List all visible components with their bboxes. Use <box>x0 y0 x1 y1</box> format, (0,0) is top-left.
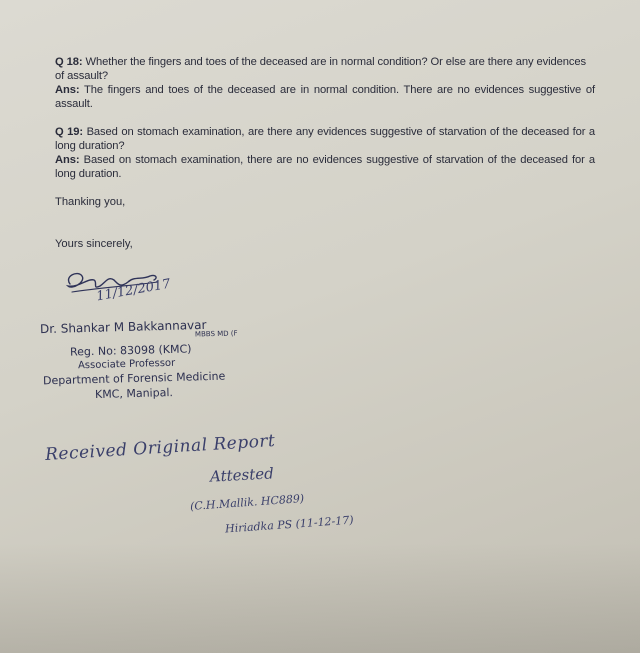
receipt-note-line1: Received Original Report <box>44 430 276 466</box>
signatory-institution: KMC, Manipal. <box>94 385 174 402</box>
question-19-text <box>55 125 595 153</box>
question-18 <box>55 55 595 111</box>
question-19 <box>55 125 595 181</box>
question-18-label: Q 18: <box>55 56 83 68</box>
question-19-label: Q 19: <box>55 126 84 138</box>
signatory-qualification: MBBS MD (F <box>194 329 238 339</box>
answer-19-label: Ans: <box>55 154 80 166</box>
signature-date: 11/12/2017 <box>95 276 172 305</box>
signatory-title: Associate Professor <box>77 357 176 372</box>
answer-19-text <box>55 153 595 181</box>
answer-19-body: Based on stomach examination, there are no evidences suggestive of starvation of the deceased for a long duration. <box>55 154 596 180</box>
signatory-reg: Reg. No: 83098 (KMC) <box>69 342 192 359</box>
question-19-body: Based on stomach examination, are there any evidences suggestive of starvation of the deceased for a long duration? <box>55 126 596 152</box>
answer-18-label: Ans: <box>55 84 80 96</box>
answer-18-body: The fingers and toes of the deceased are in normal condition. There are no evidences suggestive of assault. <box>55 84 595 110</box>
receipt-note-attestation: Attested <box>209 464 275 486</box>
thanking-line: Thanking you, <box>55 196 126 208</box>
receipt-note-station-date: Hiriadka PS (11-12-17) <box>224 513 354 536</box>
signatory-department: Department of Forensic Medicine <box>42 369 226 388</box>
signatory-name: Dr. Shankar M Bakkannavar <box>39 317 207 337</box>
photo-shadow <box>0 543 640 653</box>
question-18-text <box>55 55 595 83</box>
question-18-body: Whether the fingers and toes of the deceased are in normal condition? Or else are there any evidences of assault? <box>55 56 586 82</box>
closing-line: Yours sincerely, <box>55 238 133 250</box>
receipt-note-officer: (C.H.Mallik. HC889) <box>189 492 305 513</box>
answer-18-text <box>55 83 595 111</box>
